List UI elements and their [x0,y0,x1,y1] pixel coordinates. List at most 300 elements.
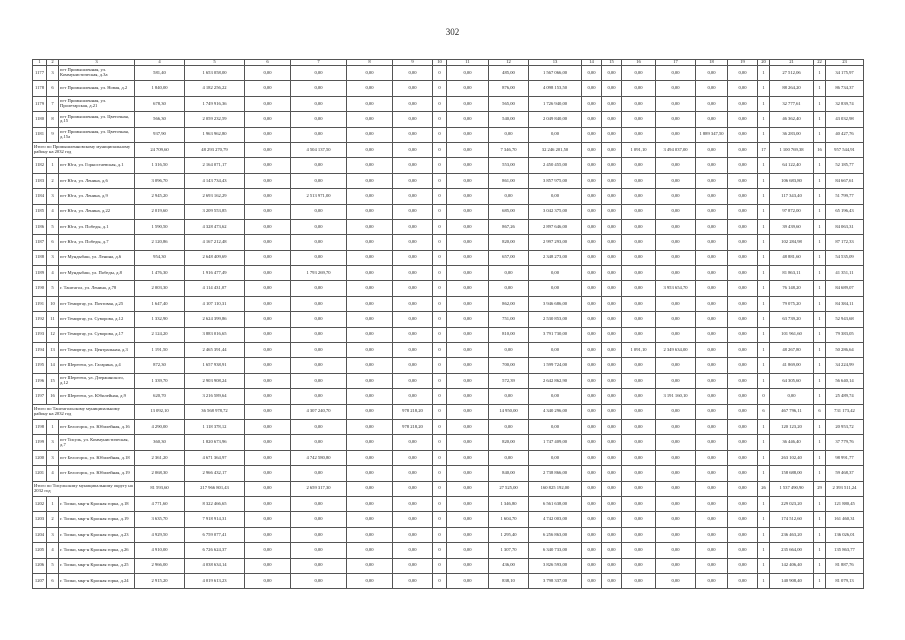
table-cell: 7 346,70 [489,142,529,157]
table-cell: 0,00 [291,373,347,388]
table-cell: 4 340 296,00 [529,404,582,419]
table-cell: 0 [433,189,447,204]
table-cell: 0,00 [489,389,529,404]
table-cell: 6 [47,235,59,250]
table-cell: 0,00 [696,373,728,388]
table-cell: 0,00 [582,419,602,434]
table-cell: 14 [47,358,59,373]
table-cell: 1183 [33,173,47,188]
table-cell: 79 075,20 [770,296,814,311]
table-cell: 217 966 801,43 [185,481,245,496]
table-cell: 0 [433,343,447,358]
table-cell: 4 742 580,80 [291,450,347,465]
table-cell: 0,00 [245,435,291,450]
table-cell: 3 883 016,65 [185,327,245,342]
table-cell: 0 [433,250,447,265]
table-cell: 1197 [33,389,47,404]
table-cell: 2 [47,512,59,527]
table-cell: 0,00 [728,496,758,511]
table-cell: 1 [758,343,770,358]
table-cell: 0,00 [447,296,489,311]
table-cell: 0,00 [602,358,622,373]
table-cell: 0,00 [291,158,347,173]
table-cell: 0 [433,142,447,157]
table-cell: 0,00 [393,235,433,250]
table-cell: 0,00 [602,266,622,281]
table-cell: 34 224,99 [826,358,864,373]
table-cell: 0,00 [393,327,433,342]
table-cell: 84 667,61 [826,173,864,188]
address-cell: пгт Белогорск, ул. Юбилейная, д.16 [59,419,135,434]
table-cell: 1 [758,204,770,219]
table-cell: 0,00 [728,512,758,527]
table-cell: 4 910,00 [135,543,185,558]
table-cell: 0,00 [696,173,728,188]
table-cell: 0,00 [696,327,728,342]
table-cell: 1 [758,512,770,527]
table-cell: 1 [758,435,770,450]
table-cell: 0,00 [447,204,489,219]
table-cell: 36 446,40 [770,435,814,450]
table-cell: 0,00 [582,235,602,250]
table-cell: 1 [814,81,826,96]
address-cell: пгт Темиртау, ул. Суворова, д.17 [59,327,135,342]
table-cell: 0,00 [347,481,393,496]
table-cell: 0,00 [728,266,758,281]
table-cell: 0,00 [347,204,393,219]
header-cell: 22 [814,60,826,66]
header-cell: 11 [447,60,489,66]
table-cell: 566,30 [135,112,185,127]
table-cell: 1 091,10 [622,142,656,157]
table-cell: 1 [814,527,826,542]
table-cell: 0,00 [622,558,656,573]
table-cell: 0 [433,158,447,173]
table-cell: 2 349 634,00 [656,343,696,358]
table-cell: 0,00 [245,373,291,388]
table-cell: 0,00 [529,189,582,204]
table-cell: 0,00 [656,127,696,142]
header-cell: 19 [728,60,758,66]
table-cell: 1 [758,189,770,204]
table-cell: 6 [47,573,59,588]
table-cell: 360,30 [135,435,185,450]
table-cell: 1 749 916,36 [185,96,245,111]
table-cell: 1 [814,512,826,527]
table-cell: 1 [814,466,826,481]
table-cell: 0,00 [529,450,582,465]
table-cell: 0,00 [696,435,728,450]
table-cell: 0,00 [696,189,728,204]
table-cell: 0,00 [656,404,696,419]
table-cell: 0,00 [347,296,393,311]
page-number: 302 [445,27,460,37]
table-cell: 0 [433,219,447,234]
table-cell: 0,00 [393,142,433,157]
table-cell: 1 [814,312,826,327]
table-cell: 40 427,76 [826,127,864,142]
table-cell: 0,00 [447,327,489,342]
table-cell: 0 [433,296,447,311]
table-cell: 2 648 409,69 [185,250,245,265]
table-cell: 2 903 908,24 [185,373,245,388]
table-cell: 9 [47,127,59,142]
table-cell: 0,00 [245,219,291,234]
table-cell: 0,00 [622,173,656,188]
table-cell: 0,00 [656,450,696,465]
table-cell: 0,00 [489,450,529,465]
table-cell: 140 908,40 [770,573,814,588]
table-cell: 51 799,77 [826,189,864,204]
table-cell: 142 406,40 [770,558,814,573]
table-cell: 0,00 [393,173,433,188]
table-cell: 1 100 769,38 [770,142,814,157]
table-cell: 0,00 [656,496,696,511]
table-row [33,219,864,234]
table-row [33,558,864,573]
table-cell: 0,00 [622,235,656,250]
table-cell: 1 [758,527,770,542]
table-cell: 0,00 [656,96,696,111]
table-cell: 0,00 [582,266,602,281]
table-cell: 0,00 [622,96,656,111]
table-cell: 0,00 [245,312,291,327]
table-cell: 26 [758,481,770,496]
table-cell: 50 286,64 [826,343,864,358]
table-cell: 0,00 [602,543,622,558]
table-cell: 0,00 [656,266,696,281]
table-cell: 1198 [33,419,47,434]
table-cell: 0,00 [602,389,622,404]
table-row [33,81,864,96]
table-cell: 0,00 [728,419,758,434]
table-cell: 0,00 [582,358,602,373]
table-cell: 436,00 [489,558,529,573]
address-cell: пгт Юга, ул. Победы, д.1 [59,219,135,234]
address-cell: пгт Промышленная, ул. Коммунистическая, д.3а [59,66,135,81]
table-cell: 1 889 347,50 [696,127,728,142]
table-cell: 1 [758,250,770,265]
table-cell: 0,00 [582,296,602,311]
table-cell: 0,00 [245,389,291,404]
address-cell: пгт Темиртау, ул. Центральная, д.3 [59,343,135,358]
table-cell: 2 945,20 [135,189,185,204]
table-cell: 0,00 [728,343,758,358]
table-cell: 1 599 724,00 [529,358,582,373]
address-cell: г. Топки, мкр-н Красная горка, д.23 [59,527,135,542]
table-cell: 102 284,98 [770,235,814,250]
table-cell: 1 [758,496,770,511]
table-cell: 553,00 [489,158,529,173]
table-cell: 2 693 162,29 [185,189,245,204]
address-cell: г. Топки, мкр-н Красная горка, д.24 [59,573,135,588]
table-cell: 0,00 [696,312,728,327]
table-cell: 0,00 [447,142,489,157]
table-cell: 0,00 [656,112,696,127]
table-row [33,543,864,558]
register-table [32,59,864,589]
table-cell: 810,00 [489,327,529,342]
table-cell: 0,00 [622,419,656,434]
table-cell: 0,00 [447,173,489,188]
address-cell: пгт Юга, ул. Ленина, д.6 [59,173,135,188]
table-cell: 0,00 [728,173,758,188]
table-cell: 1192 [33,312,47,327]
table-cell: 1 [758,543,770,558]
table-cell: 0,00 [393,158,433,173]
table-cell: 0,00 [696,466,728,481]
table-cell: 0,00 [245,235,291,250]
table-cell: 0,00 [656,373,696,388]
header-cell: 7 [291,60,347,66]
table-cell: 2 966,00 [135,558,185,573]
table-cell: 0 [433,373,447,388]
table-cell: 0,00 [602,204,622,219]
table-cell: 0,00 [291,358,347,373]
table-cell: 978 218,20 [393,419,433,434]
table-cell: 1 [814,296,826,311]
table-cell: 27 512,06 [770,66,814,81]
table-cell: 0,00 [656,173,696,188]
table-cell: 52 943,68 [826,312,864,327]
table-cell: 0,00 [393,296,433,311]
table-cell: 0,00 [696,281,728,296]
table-cell: 0,00 [393,527,433,542]
table-cell: 0,00 [347,250,393,265]
table-cell: 0,00 [696,343,728,358]
table-cell: 0,00 [529,266,582,281]
table-cell: 3 209 553,85 [185,204,245,219]
table-cell: 0,00 [291,419,347,434]
table-cell: 4 771,60 [135,496,185,511]
address-cell: пгт Промышленная, ул. Цветочная, д.15а [59,127,135,142]
table-cell: 0,00 [622,573,656,588]
address-cell: пгт Промышленная, ул. Пролетарская, д.21 [59,96,135,111]
table-cell: 1 [758,235,770,250]
table-cell: 0,00 [696,219,728,234]
table-cell: 0,00 [347,142,393,157]
table-cell: 485,00 [489,66,529,81]
table-cell: 1 [758,219,770,234]
table-cell: 0,00 [582,327,602,342]
table-cell: 1 [758,573,770,588]
header-cell: 16 [622,60,656,66]
table-cell: 0,00 [602,142,622,157]
subtotal-label: Итого по Промышленновскому муниципальному району на 2032 год [33,142,135,157]
table-cell: 0,00 [582,281,602,296]
table-cell: 0,00 [447,189,489,204]
table-cell: 0,00 [245,419,291,434]
table-cell: 0,00 [291,496,347,511]
table-cell: 0,00 [291,296,347,311]
table-cell: 0,00 [582,389,602,404]
table-cell: 0,00 [622,435,656,450]
table-cell: 1191 [33,296,47,311]
table-cell: 0,00 [622,158,656,173]
table-cell: 3 826 593,00 [529,558,582,573]
table-cell: 700,00 [489,358,529,373]
table-cell: 0,00 [291,389,347,404]
table-cell: 0,00 [245,558,291,573]
table-cell: 1182 [33,158,47,173]
table-cell: 0,00 [622,312,656,327]
table-cell: 0,00 [696,266,728,281]
table-cell: 0,00 [347,66,393,81]
table-cell: 0,00 [656,512,696,527]
table-cell: 0,00 [582,558,602,573]
table-cell: 160 825 192,00 [529,481,582,496]
table-cell: 0 [433,312,447,327]
table-cell: 0 [433,112,447,127]
table-cell: 876,00 [489,81,529,96]
table-cell: 0,00 [347,527,393,542]
table-cell: 0,00 [622,66,656,81]
table-cell: 106 683,80 [770,173,814,188]
table-cell: 32 246 201,50 [529,142,582,157]
table-cell: 0,00 [447,250,489,265]
header-cell: 9 [393,60,433,66]
table-cell: 1196 [33,373,47,388]
table-cell: 158 688,00 [770,466,814,481]
table-cell: 1 [814,450,826,465]
table-cell: 1 [814,358,826,373]
table-cell: 1177 [33,66,47,81]
table-cell: 0,00 [728,543,758,558]
table-cell: 1 [758,558,770,573]
table-cell: 0,00 [696,296,728,311]
table-cell: 0,00 [622,466,656,481]
table-cell: 0,00 [582,527,602,542]
table-cell: 0,00 [447,466,489,481]
table-cell: 0,00 [602,373,622,388]
table-cell: 0,00 [393,127,433,142]
table-cell: 1201 [33,466,47,481]
table-cell: 978 218,20 [393,404,433,419]
table-cell: 0,00 [291,204,347,219]
table-cell: 0,00 [602,558,622,573]
table-cell: 1206 [33,558,47,573]
table-cell: 0,00 [696,96,728,111]
table-cell: 12 [47,327,59,342]
table-cell: 0,00 [656,327,696,342]
table-cell: 0,00 [347,158,393,173]
table-cell: 98 991,77 [826,450,864,465]
table-cell: 1 726 940,00 [529,96,582,111]
table-cell: 4 671 364,97 [185,450,245,465]
table-cell: 0,00 [447,158,489,173]
table-cell: 1 657 938,91 [185,358,245,373]
address-cell: пгт Шерегеш, ул. Дзержинского, д.12 [59,373,135,388]
table-cell: 0,00 [393,66,433,81]
table-cell: 685,00 [489,204,529,219]
table-cell: 0,00 [622,219,656,234]
table-cell: 1 [758,158,770,173]
table-row [33,158,864,173]
table-cell: 0,00 [393,573,433,588]
address-cell: пгт Юга, ул. Горностаевская, д.1 [59,158,135,173]
table-cell: 0,00 [602,189,622,204]
table-cell: 4 929,50 [135,527,185,542]
table-cell: 1 307,70 [489,543,529,558]
table-cell: 1 [758,373,770,388]
table-cell: 0,00 [245,404,291,419]
table-cell: 0,00 [489,281,529,296]
table-cell: 1 295,40 [489,527,529,542]
table-cell: 2 068,30 [135,466,185,481]
table-cell: 937,90 [135,127,185,142]
table-cell: 1 537 490,90 [770,481,814,496]
table-cell: 0,00 [291,250,347,265]
table-cell: 1 [758,419,770,434]
table-cell: 0,00 [582,66,602,81]
address-cell: пгт Тисуль, ул. Коммунистическая, д.7 [59,435,135,450]
table-cell: 36 283,00 [770,127,814,142]
table-cell: 861,00 [489,173,529,188]
table-cell: 0,00 [582,127,602,142]
table-cell: 0,00 [622,127,656,142]
header-cell: 10 [433,60,447,66]
table-cell: 957 544,91 [826,142,864,157]
table-cell: 1 [47,496,59,511]
table-cell: 0,00 [582,404,602,419]
table-cell: 0 [433,496,447,511]
table-cell: 1 840,00 [135,81,185,96]
table-cell: 0,00 [447,435,489,450]
table-cell: 0,00 [582,496,602,511]
table-cell: 1 [814,250,826,265]
table-cell: 0,00 [602,158,622,173]
table-cell: 0,00 [245,204,291,219]
table-cell: 0,00 [696,450,728,465]
table-cell: 4 742 003,00 [529,512,582,527]
table-cell: 0,00 [347,127,393,142]
table-cell: 236 463,20 [770,527,814,542]
table-cell: 1 [758,266,770,281]
table-cell: 229 023,20 [770,496,814,511]
table-cell: 0,00 [656,296,696,311]
address-cell: пгт Темиртау, ул. Суворова, д.12 [59,312,135,327]
table-cell: 16 [47,389,59,404]
table-cell: 467 796,11 [770,404,814,419]
table-cell: 0,00 [291,327,347,342]
table-cell: 0 [433,204,447,219]
table-cell: 1 [758,127,770,142]
table-cell: 0,00 [728,142,758,157]
address-cell: г. Таштагол, ул. Ленина, д.78 [59,281,135,296]
table-cell: 0,00 [347,435,393,450]
table-cell: 1194 [33,343,47,358]
table-cell: 1 [758,450,770,465]
table-cell: 0,00 [656,66,696,81]
table-row [33,204,864,219]
table-cell: 0,00 [291,527,347,542]
table-cell: 0,00 [447,496,489,511]
table-cell: 1205 [33,543,47,558]
table-cell: 1 [758,81,770,96]
table-cell: 0,00 [602,343,622,358]
table-cell: 16 [814,142,826,157]
table-cell: 0,00 [622,527,656,542]
table-cell: 1 747 409,00 [529,435,582,450]
table-cell: 0,00 [245,250,291,265]
table-cell: 1 091,10 [622,343,656,358]
table-cell: 0,00 [622,296,656,311]
table-cell: 0,00 [347,81,393,96]
table-cell: 0 [433,281,447,296]
table-cell: 0,00 [582,112,602,127]
table-cell: 79 383,05 [826,327,864,342]
table-cell: 2 393 511,24 [826,481,864,496]
